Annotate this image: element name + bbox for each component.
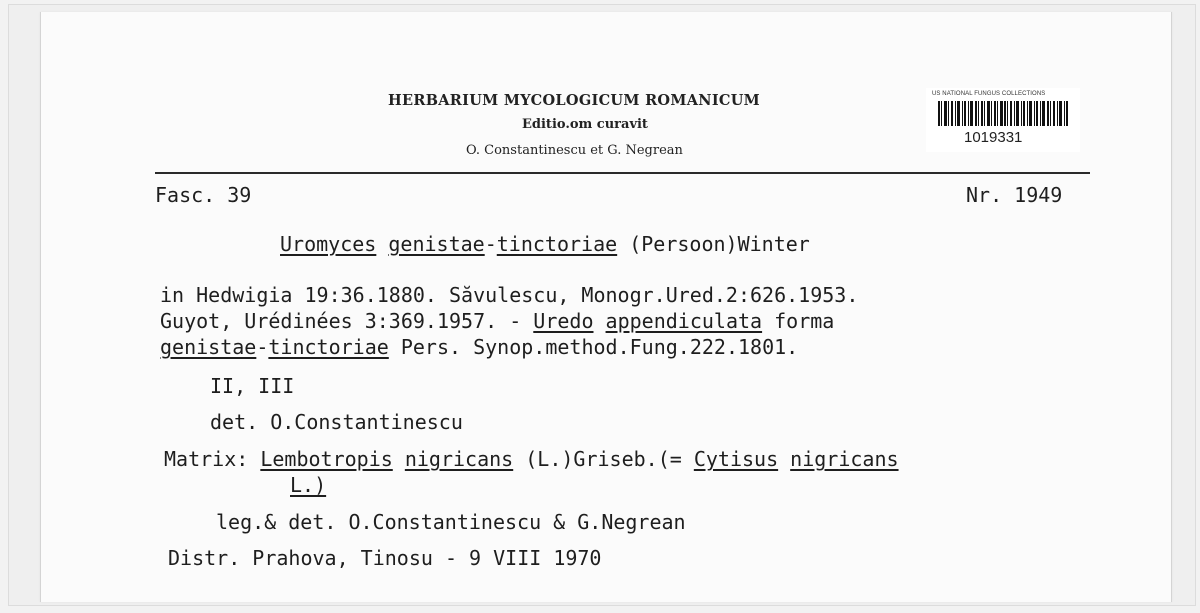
reference-line-2: [160, 309, 834, 333]
distribution-locality: Distr. Prahova, Tinosu - 9 VIII 1970: [168, 546, 602, 570]
host-species: nigricans: [404, 447, 514, 471]
host-synonym-species: nigricans: [790, 447, 899, 471]
herbarium-title: HERBARIUM MYCOLOGICUM ROMANICUM: [388, 92, 761, 109]
reference-line-1: in Hedwigia 19:36.1880. Săvulescu, Monogr.Ured.2:626.1953.: [160, 283, 859, 307]
barcode-caption: US NATIONAL FUNGUS COLLECTIONS: [932, 91, 1046, 97]
genus-name: Uromyces: [280, 232, 377, 256]
spore-stages: II, III: [210, 374, 295, 398]
reference-guyot: Guyot, Urédinées 3:369.1957. -: [160, 309, 534, 333]
species-authority: (Persoon)Winter: [629, 232, 810, 256]
epithet-part-2: tinctoriae: [496, 232, 618, 256]
catalog-number: 1019331: [964, 129, 1023, 146]
host-genus: Lembotropis: [260, 447, 393, 471]
determiner: det. O.Constantinescu: [210, 410, 463, 434]
forma-text: forma: [762, 309, 835, 333]
host-synonym-genus: Cytisus: [693, 447, 779, 471]
forma-epithet-2: tinctoriae: [268, 335, 389, 359]
synonym-genus: Uredo: [533, 309, 594, 333]
exsiccata-number: Nr. 1949: [966, 183, 1063, 207]
fascicle-number: Fasc. 39: [155, 183, 252, 207]
edition-line: Editio.om curavit: [522, 117, 648, 132]
matrix-continuation: [290, 473, 326, 497]
host-authority: (L.)Griseb.(=: [513, 447, 694, 471]
forma-epithet-1: genistae: [160, 335, 257, 359]
editors-line: O. Constantinescu et G. Negrean: [466, 143, 683, 158]
header-rule: [155, 172, 1090, 174]
reference-line-3: genistae-tinctoriae Pers. Synop.method.Fung.222.1801.: [160, 335, 799, 359]
epithet-part-1: genistae: [388, 232, 485, 256]
collectors: leg.& det. O.Constantinescu & G.Negrean: [216, 510, 686, 534]
synonym-species: appendiculata: [605, 309, 763, 333]
barcode-label: [926, 88, 1080, 152]
matrix-line: [164, 447, 899, 471]
matrix-prefix: Matrix:: [164, 447, 261, 471]
species-name: Uromyces genistae-tinctoriae (Persoon)Winter: [280, 232, 810, 256]
host-synonym-authority: L.): [290, 473, 327, 497]
persoon-citation: Pers. Synop.method.Fung.222.1801.: [388, 335, 799, 359]
barcode-icon: [938, 101, 1068, 126]
